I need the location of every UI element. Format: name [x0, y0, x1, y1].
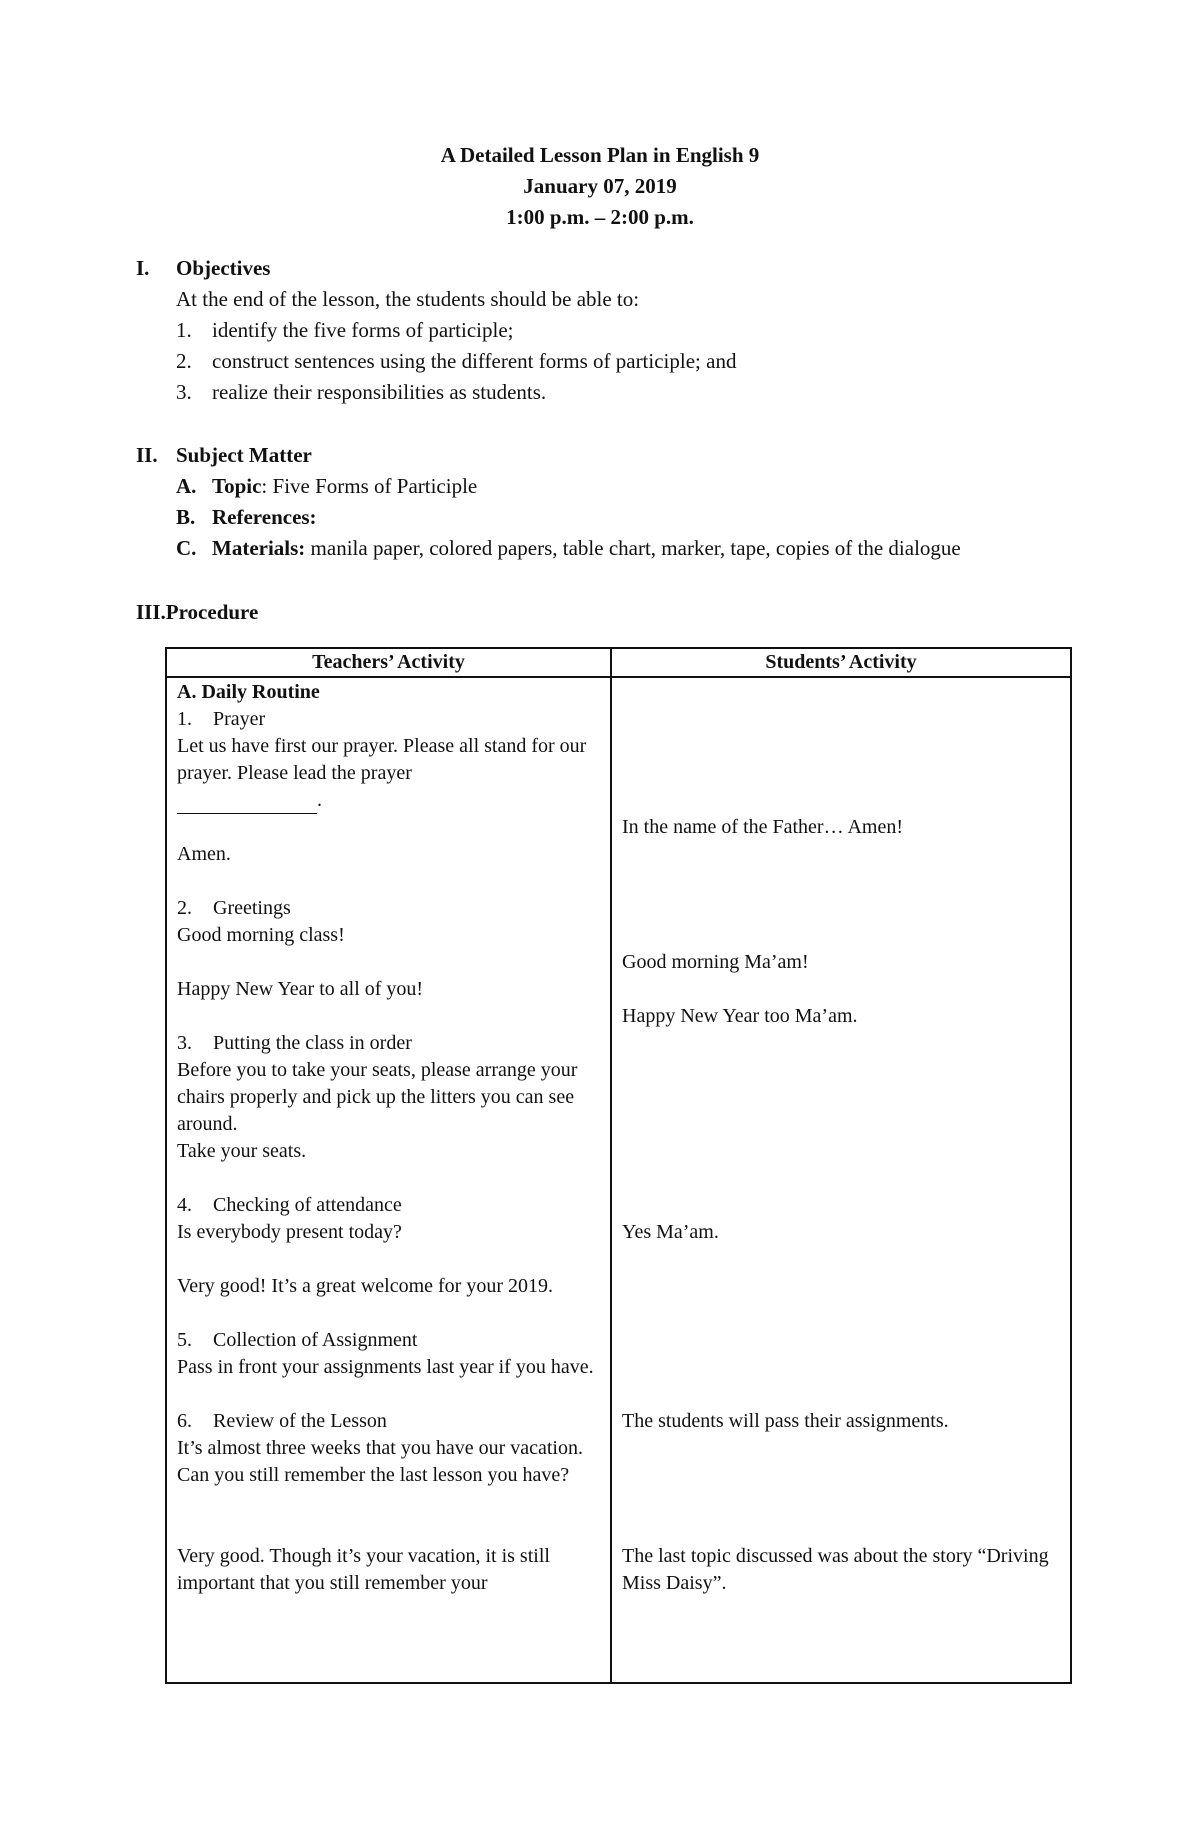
table-header-row	[166, 648, 1071, 677]
attendance-text-2: Very good! It’s a great welcome for your 2019.	[177, 1275, 553, 1297]
attendance-text: Is everybody present today?	[177, 1221, 402, 1243]
sub-number: 6.	[177, 1410, 192, 1432]
teachers-activity-header: Teachers’ Activity	[166, 648, 611, 677]
materials-item	[176, 533, 1096, 564]
student-greeting-response: Good morning Ma’am!	[622, 951, 809, 973]
sub-number: 2.	[177, 897, 192, 919]
greetings-line-1: Good morning class!	[177, 924, 345, 946]
order-text-2: Take your seats.	[177, 1140, 307, 1162]
review-text-2: Very good. Though it’s your vacation, it is still important that you still remember your	[177, 1545, 550, 1594]
student-attendance-response: Yes Ma’am.	[622, 1221, 719, 1243]
greetings-line-2: Happy New Year to all of you!	[177, 978, 424, 1000]
sub-label: Checking of attendance	[213, 1194, 402, 1216]
section-title: Subject Matter	[176, 443, 312, 467]
student-prayer-response: In the name of the Father… Amen!	[622, 816, 904, 838]
item-text: identify the five forms of participle;	[212, 318, 514, 342]
subject-matter-heading	[136, 440, 1096, 471]
section-numeral: II.	[136, 443, 158, 467]
sub-number: 3.	[177, 1032, 192, 1054]
subject-matter-section	[136, 440, 1096, 564]
review-text: It’s almost three weeks that you have our vacation. Can you still remember the last lesson you have?	[177, 1437, 583, 1486]
references-item	[176, 502, 1096, 533]
objective-item	[176, 377, 1096, 408]
sub-number: 4.	[177, 1194, 192, 1216]
lesson-plan-header	[0, 140, 1200, 233]
objectives-intro: At the end of the lesson, the students should be able to:	[176, 287, 640, 311]
lesson-plan-title: A Detailed Lesson Plan in English 9	[440, 143, 760, 167]
order-label	[177, 1030, 600, 1057]
assignment-text: Pass in front your assignments last year if you have.	[177, 1356, 594, 1378]
item-number: 3.	[176, 380, 192, 404]
objectives-heading	[136, 253, 1096, 284]
item-letter: C.	[176, 536, 197, 560]
item-letter: A.	[176, 474, 197, 498]
objective-item	[176, 346, 1096, 377]
sub-label: Prayer	[213, 708, 266, 730]
lesson-time: 1:00 p.m. – 2:00 p.m.	[506, 205, 694, 229]
sub-label: Greetings	[213, 897, 291, 919]
section-title: Procedure	[165, 600, 259, 624]
sub-label: Putting the class in order	[213, 1032, 412, 1054]
fill-in-blank	[177, 793, 317, 814]
prayer-blank	[177, 787, 600, 814]
item-separator: :	[261, 474, 273, 498]
prayer-label	[177, 706, 600, 733]
item-key: Materials:	[212, 536, 306, 560]
daily-routine-heading: A. Daily Routine	[177, 681, 320, 703]
procedure-section	[136, 597, 1096, 628]
review-label	[177, 1408, 600, 1435]
section-numeral: I.	[136, 256, 150, 280]
attendance-label	[177, 1192, 600, 1219]
procedure-heading	[136, 597, 1096, 628]
student-new-year-response: Happy New Year too Ma’am.	[622, 1005, 858, 1027]
sub-label: Review of the Lesson	[213, 1410, 387, 1432]
section-numeral: III.	[136, 600, 166, 624]
item-value: Five Forms of Participle	[272, 474, 478, 498]
item-value: manila paper, colored papers, table chart, marker, tape, copies of the dialogue	[305, 536, 961, 560]
objective-item	[176, 315, 1096, 346]
assignment-label	[177, 1327, 600, 1354]
sub-number: 1.	[177, 708, 192, 730]
item-number: 1.	[176, 318, 192, 342]
students-activity-cell	[611, 677, 1071, 1683]
students-activity-header: Students’ Activity	[611, 648, 1071, 677]
procedure-table	[165, 647, 1072, 1684]
sub-label: Collection of Assignment	[213, 1329, 418, 1351]
student-assignment-response: The students will pass their assignments.	[622, 1410, 949, 1432]
amen-text: Amen.	[177, 843, 231, 865]
sub-number: 5.	[177, 1329, 192, 1351]
item-key: Topic	[212, 474, 262, 498]
teachers-activity-cell	[166, 677, 611, 1683]
objectives-section	[136, 253, 1096, 408]
greetings-label	[177, 895, 600, 922]
item-letter: B.	[176, 505, 196, 529]
topic-item	[176, 471, 1096, 502]
lesson-date: January 07, 2019	[523, 174, 677, 198]
item-text: construct sentences using the different forms of participle; and	[212, 349, 737, 373]
item-text: realize their responsibilities as students.	[212, 380, 547, 404]
student-review-response: The last topic discussed was about the story “Driving Miss Daisy”.	[622, 1545, 1049, 1594]
section-title: Objectives	[176, 256, 271, 280]
item-number: 2.	[176, 349, 192, 373]
order-text: Before you to take your seats, please arrange your chairs properly and pick up the litters you can see around.	[177, 1059, 578, 1135]
item-key: References:	[212, 505, 317, 529]
table-row	[166, 677, 1071, 1683]
prayer-text: Let us have first our prayer. Please all stand for our prayer. Please lead the prayer	[177, 735, 587, 784]
blank-suffix: .	[317, 789, 322, 811]
